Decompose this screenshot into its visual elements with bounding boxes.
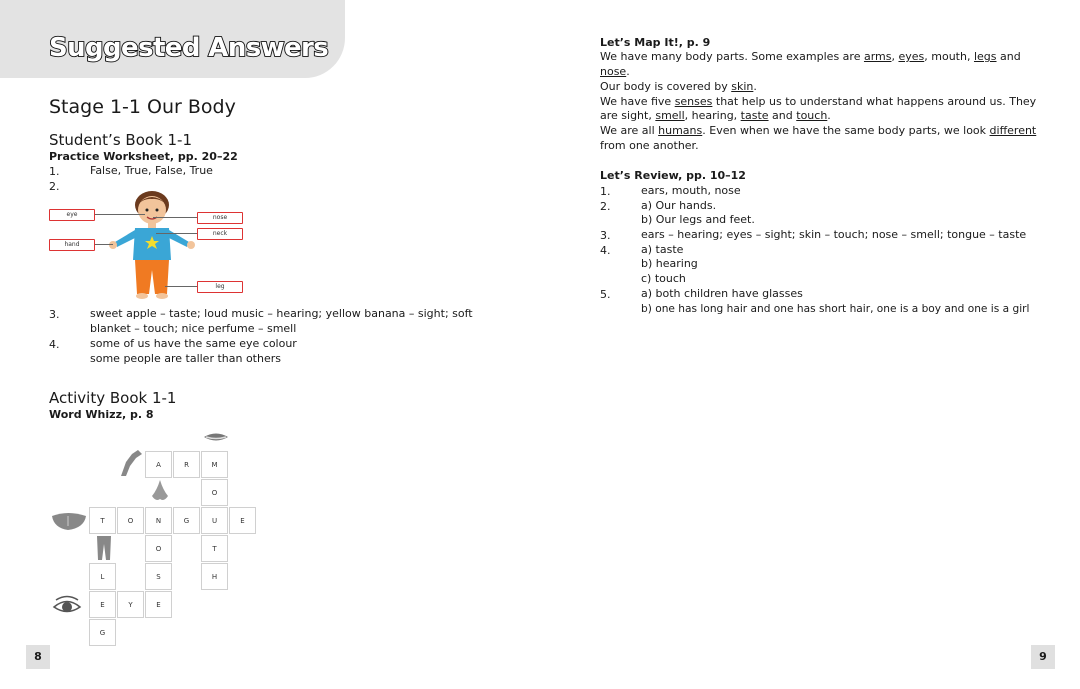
- crossword-cell[interactable]: M: [201, 451, 228, 478]
- practice-worksheet-title: Practice Worksheet, pp. 20–22: [49, 150, 238, 163]
- mouth-icon: [202, 432, 230, 444]
- body-diagram: [45, 190, 245, 302]
- legs-icon: [92, 534, 116, 562]
- review-text: ears, mouth, nose: [641, 184, 741, 197]
- crossword-cell[interactable]: R: [173, 451, 200, 478]
- activity-book-title: Activity Book 1-1: [49, 389, 177, 407]
- review-text: b) one has long hair and one has short hair, one is a boy and one is a girl: [641, 303, 1030, 315]
- crossword-cell[interactable]: A: [145, 451, 172, 478]
- review-text: a) Our hands.: [641, 199, 717, 212]
- lets-map-it-title: Let’s Map It!, p. 9: [600, 36, 711, 49]
- stage-title: Stage 1-1 Our Body: [49, 96, 236, 118]
- crossword-cell[interactable]: S: [145, 563, 172, 590]
- page-number-right: 9: [1031, 645, 1055, 669]
- students-book-title: Student’s Book 1-1: [49, 131, 192, 149]
- review-number: 1.: [600, 185, 611, 198]
- pointer-line: [153, 217, 197, 218]
- pointer-line: [95, 214, 145, 215]
- review-number: 5.: [600, 288, 611, 301]
- pointer-line: [165, 286, 197, 287]
- review-text: b) Our legs and feet.: [641, 213, 755, 226]
- item-text: some of us have the same eye colour: [90, 337, 297, 350]
- crossword-cell[interactable]: E: [89, 591, 116, 618]
- crossword-cell[interactable]: O: [201, 479, 228, 506]
- map-line: from one another.: [600, 139, 699, 152]
- tongue-icon: [50, 508, 88, 532]
- pointer-line: [156, 233, 197, 234]
- review-number: 2.: [600, 200, 611, 213]
- crossword-cell[interactable]: H: [201, 563, 228, 590]
- item-number: 1.: [49, 165, 60, 178]
- label-eye: eye: [49, 209, 95, 221]
- item-text: blanket – touch; nice perfume – smell: [90, 322, 297, 335]
- crossword-cell[interactable]: T: [201, 535, 228, 562]
- item-number: 4.: [49, 338, 60, 351]
- map-line: nose.: [600, 65, 630, 78]
- map-line: We are all humans. Even when we have the same body parts, we look different: [600, 124, 1037, 137]
- crossword-cell[interactable]: L: [89, 563, 116, 590]
- review-text: c) touch: [641, 272, 686, 285]
- map-line: We have many body parts. Some examples are arms, eyes, mouth, legs and: [600, 50, 1021, 63]
- crossword-cell[interactable]: N: [145, 507, 172, 534]
- label-neck: neck: [197, 228, 243, 240]
- eye-icon: [52, 594, 82, 616]
- label-nose: nose: [197, 212, 243, 224]
- review-text: b) hearing: [641, 257, 698, 270]
- item-text: some people are taller than others: [90, 352, 281, 365]
- word-whizz-title: Word Whizz, p. 8: [49, 408, 154, 421]
- label-leg: leg: [197, 281, 243, 293]
- suggested-answers-banner: Suggested Answers: [49, 33, 329, 63]
- review-number: 4.: [600, 244, 611, 257]
- item-text: False, True, False, True: [90, 164, 213, 177]
- nose-icon: [148, 478, 172, 504]
- crossword-cell[interactable]: O: [117, 507, 144, 534]
- item-number: 3.: [49, 308, 60, 321]
- map-line: Our body is covered by skin.: [600, 80, 757, 93]
- item-text: sweet apple – taste; loud music – hearing; yellow banana – sight; soft: [90, 307, 473, 320]
- review-text: ears – hearing; eyes – sight; skin – touch; nose – smell; tongue – taste: [641, 228, 1027, 241]
- lets-review-title: Let’s Review, pp. 10–12: [600, 169, 746, 182]
- item-number: 2.: [49, 180, 60, 193]
- review-text: a) both children have glasses: [641, 287, 803, 300]
- map-line: We have five senses that help us to understand what happens around us. They: [600, 95, 1037, 108]
- crossword-cell[interactable]: Y: [117, 591, 144, 618]
- crossword-cell[interactable]: T: [89, 507, 116, 534]
- crossword-cell[interactable]: E: [229, 507, 256, 534]
- crossword-cell[interactable]: O: [145, 535, 172, 562]
- crossword-cell[interactable]: G: [173, 507, 200, 534]
- review-text: a) taste: [641, 243, 684, 256]
- arm-icon: [118, 448, 144, 478]
- crossword-cell[interactable]: E: [145, 591, 172, 618]
- review-number: 3.: [600, 229, 611, 242]
- crossword-cell[interactable]: G: [89, 619, 116, 646]
- map-line: are sight, smell, hearing, taste and touch.: [600, 109, 831, 122]
- pointer-line: [95, 244, 113, 245]
- crossword-cell[interactable]: U: [201, 507, 228, 534]
- page-number-left: 8: [26, 645, 50, 669]
- label-hand: hand: [49, 239, 95, 251]
